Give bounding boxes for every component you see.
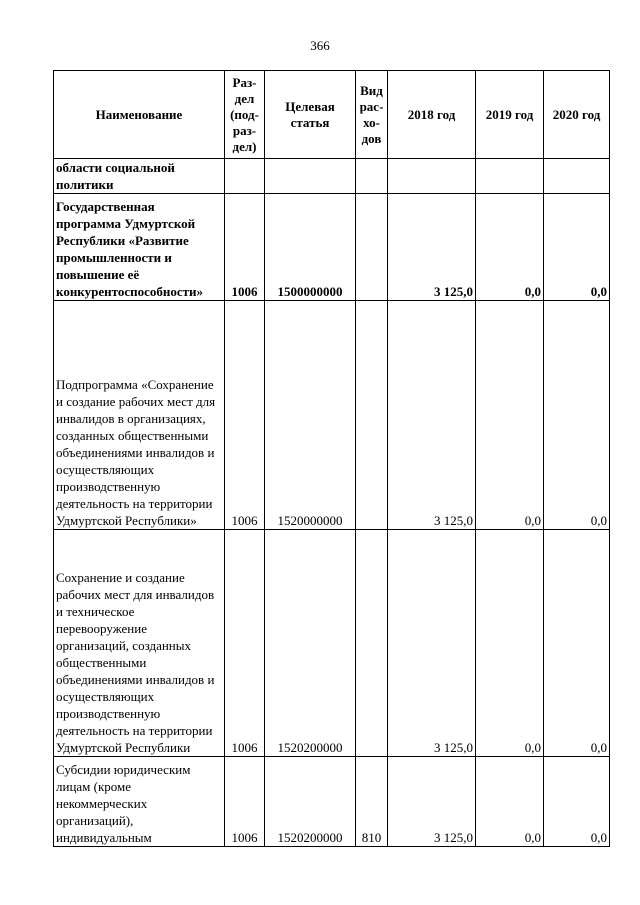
row-name: Сохранение и создание рабочих мест для инвалидов и техническое перевооружение организаций, созданных общественными объединениями инвалидов и осуществляющих производственную деятельность на территории Удмуртской Республики bbox=[54, 530, 225, 757]
row-2018: 3 125,0 bbox=[388, 194, 476, 301]
row-section: 1006 bbox=[225, 194, 265, 301]
row-section bbox=[225, 159, 265, 194]
row-type: 810 bbox=[356, 757, 388, 847]
row-section: 1006 bbox=[225, 530, 265, 757]
table-row bbox=[54, 530, 610, 757]
table-row bbox=[54, 194, 610, 301]
row-section: 1006 bbox=[225, 757, 265, 847]
row-section: 1006 bbox=[225, 301, 265, 530]
row-2020: 0,0 bbox=[544, 530, 610, 757]
table-row bbox=[54, 159, 610, 194]
row-article: 1520200000 bbox=[265, 530, 356, 757]
row-2020: 0,0 bbox=[544, 757, 610, 847]
row-2019: 0,0 bbox=[476, 757, 544, 847]
row-article: 1500000000 bbox=[265, 194, 356, 301]
header-article: Целевая статья bbox=[265, 71, 356, 159]
row-2019: 0,0 bbox=[476, 194, 544, 301]
row-2019: 0,0 bbox=[476, 301, 544, 530]
row-type bbox=[356, 194, 388, 301]
header-type: Вид рас- хо- дов bbox=[356, 71, 388, 159]
header-2019: 2019 год bbox=[476, 71, 544, 159]
row-name: Государственная программа Удмуртской Республики «Развитие промышленности и повышение её конкурентоспособности» bbox=[54, 194, 225, 301]
row-2020 bbox=[544, 159, 610, 194]
row-type bbox=[356, 530, 388, 757]
row-article: 1520000000 bbox=[265, 301, 356, 530]
table-row bbox=[54, 301, 610, 530]
row-2018 bbox=[388, 159, 476, 194]
budget-table bbox=[53, 70, 610, 847]
row-2018: 3 125,0 bbox=[388, 301, 476, 530]
header-section: Раз- дел (под- раз- дел) bbox=[225, 71, 265, 159]
row-type bbox=[356, 301, 388, 530]
header-row bbox=[54, 71, 610, 159]
row-2018: 3 125,0 bbox=[388, 757, 476, 847]
row-type bbox=[356, 159, 388, 194]
row-article bbox=[265, 159, 356, 194]
row-article: 1520200000 bbox=[265, 757, 356, 847]
header-name: Наименование bbox=[54, 71, 225, 159]
row-2020: 0,0 bbox=[544, 301, 610, 530]
row-name: области социальной политики bbox=[54, 159, 225, 194]
header-2018: 2018 год bbox=[388, 71, 476, 159]
row-2018: 3 125,0 bbox=[388, 530, 476, 757]
header-2020: 2020 год bbox=[544, 71, 610, 159]
table-row bbox=[54, 757, 610, 847]
row-name: Субсидии юридическим лицам (кроме некоммерческих организаций), индивидуальным bbox=[54, 757, 225, 847]
row-name: Подпрограмма «Сохранение и создание рабочих мест для инвалидов в организациях, созданных общественными объединениями инвалидов и осуществляющих производственную деятельность на территории Удмуртской Республики» bbox=[54, 301, 225, 530]
row-2020: 0,0 bbox=[544, 194, 610, 301]
row-2019 bbox=[476, 159, 544, 194]
row-2019: 0,0 bbox=[476, 530, 544, 757]
page-number: 366 bbox=[310, 38, 330, 53]
